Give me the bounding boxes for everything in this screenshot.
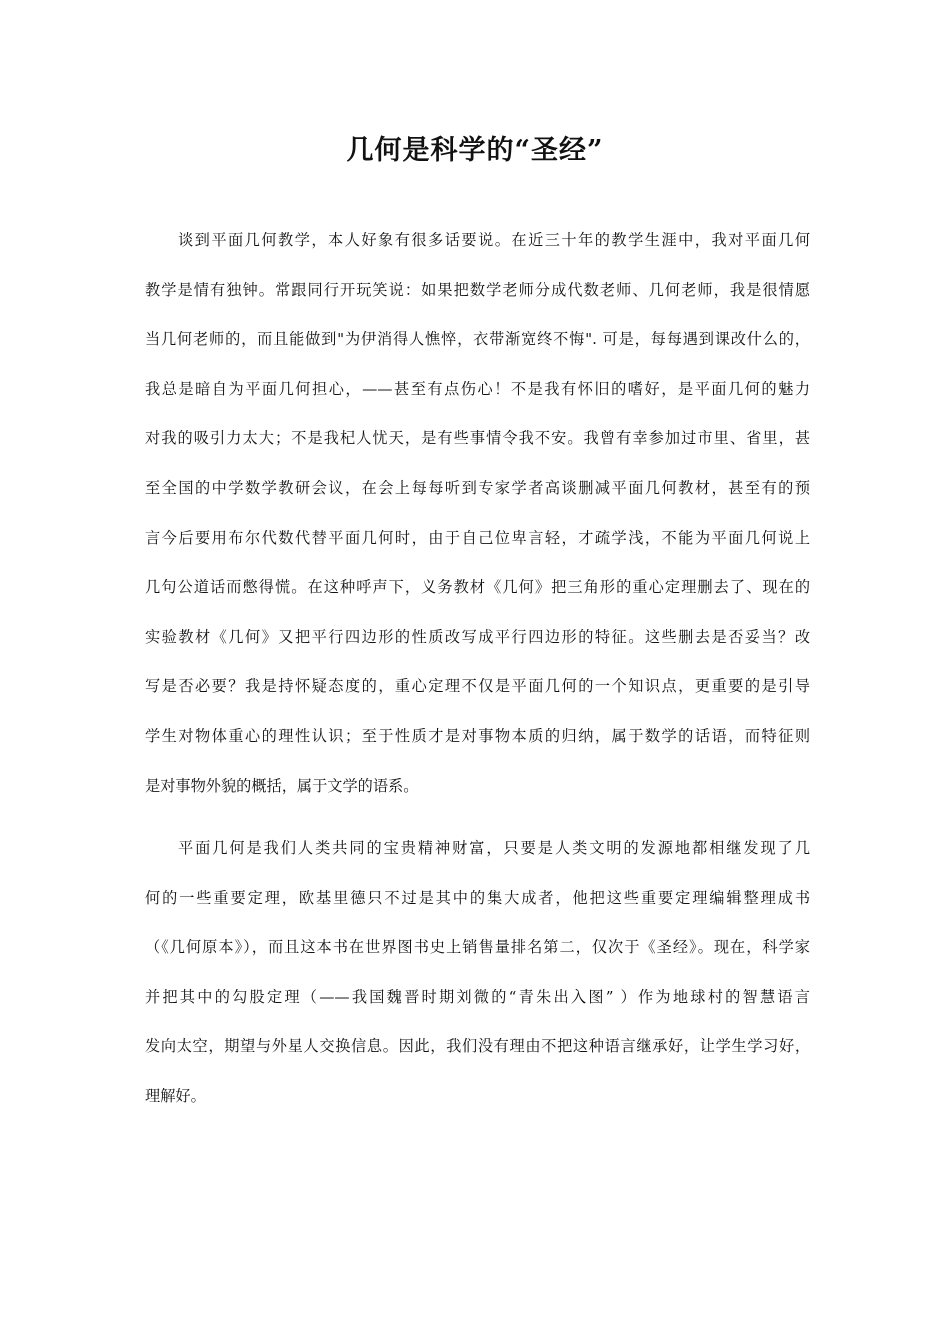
- paragraph-line: 至全国的中学数学教研会议，在会上每每听到专家学者高谈删减平面几何教材，甚至有的预: [145, 478, 810, 497]
- paragraph-line: 言今后要用布尔代数代替平面几何时，由于自己位卑言轻，才疏学浅，不能为平面几何说上: [145, 528, 810, 547]
- document-title: 几何是科学的“圣经”: [346, 135, 604, 166]
- paragraph-line: 发向太空，期望与外星人交换信息。因此，我们没有理由不把这种语言继承好，让学生学习好，: [145, 1037, 810, 1056]
- paragraph-line: 理解好。: [145, 1086, 206, 1105]
- paragraph-2: [145, 830, 810, 1128]
- paragraph-line: 几句公道话而憋得慌。在这种呼声下，义务教材《几何》把三角形的重心定理删去了、现在的: [145, 578, 810, 597]
- paragraph-line: 谈到平面几何教学，本人好象有很多话要说。在近三十年的教学生涯中，我对平面几何: [178, 231, 810, 249]
- paragraph-line: 我总是暗自为平面几何担心，——甚至有点伤心！不是我有怀旧的嗜好，是平面几何的魅力: [145, 379, 810, 398]
- paragraph-line: 当几何老师的，而且能做到"为伊消得人憔悴，衣带渐宽终不悔". 可是，每每遇到课改什么的，: [145, 330, 810, 349]
- paragraph-line: 是对事物外貌的概括，属于文学的语系。: [145, 776, 419, 795]
- paragraph-line: 并把其中的勾股定理（——我国魏晋时期刘微的“青朱出入图” ）作为地球村的智慧语言: [145, 987, 810, 1006]
- paragraph-line: 学生对物体重心的理性认识；至于性质才是对事物本质的归纳，属于数学的话语，而特征则: [145, 726, 810, 745]
- paragraph-line: 写是否必要？我是持怀疑态度的，重心定理不仅是平面几何的一个知识点，更重要的是引导: [145, 677, 810, 696]
- paragraph-line: 教学是情有独钟。常跟同行开玩笑说：如果把数学老师分成代数老师、几何老师，我是很情愿: [145, 280, 810, 299]
- paragraph-line: 平面几何是我们人类共同的宝贵精神财富，只要是人类文明的发源地都相继发现了几: [178, 839, 810, 857]
- paragraph-line: （《几何原本》），而且这本书在世界图书史上销售量排名第二，仅次于《圣经》。现在，科学家: [145, 938, 810, 957]
- paragraph-line: 何的一些重要定理，欧基里德只不过是其中的集大成者，他把这些重要定理编辑整理成书: [145, 888, 810, 907]
- paragraph-line: 对我的吸引力太大；不是我杞人忧天，是有些事情令我不安。我曾有幸参加过市里、省里，甚: [145, 429, 810, 448]
- paragraph-1: [145, 222, 810, 817]
- paragraph-line: 实验教材《几何》又把平行四边形的性质改写成平行四边形的特征。这些删去是否妥当？改: [145, 627, 810, 646]
